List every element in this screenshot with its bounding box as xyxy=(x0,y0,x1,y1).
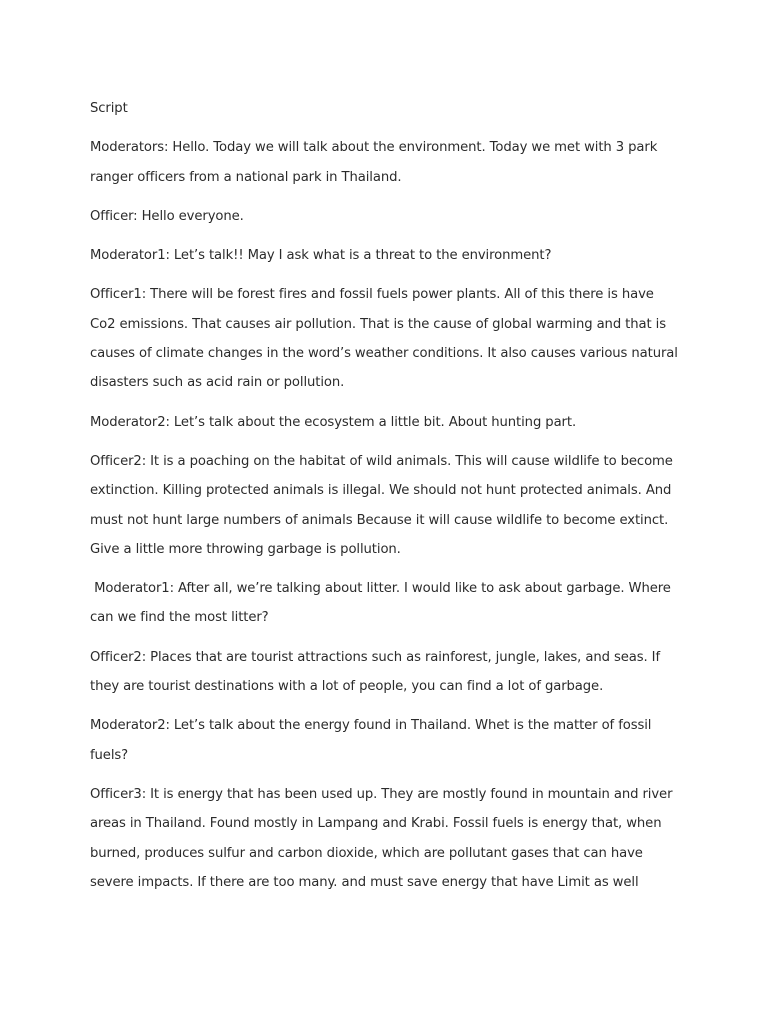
paragraph-moderator2-energy: Moderator2: Let’s talk about the energy found in Thailand. Whet is the matter of fossil fuels? xyxy=(90,718,652,763)
document-body xyxy=(90,94,680,907)
document-title: Script xyxy=(90,101,128,116)
paragraph-officer2-garbage: Officer2: Places that are tourist attractions such as rainforest, jungle, lakes, and seas. If they are tourist destinations with a lot of people, you can find a lot of garbage. xyxy=(90,649,660,695)
paragraph-moderator1-threat-question: Moderator1: Let’s talk!! May I ask what is a threat to the environment? xyxy=(90,248,552,264)
paragraph-officer-greeting: Officer: Hello everyone. xyxy=(90,208,244,224)
paragraph-officer3-fossil-fuels: Officer3: It is energy that has been used up. They are mostly found in mountain and river areas in Thailand. Found mostly in Lampang and Krabi. Fossil fuels is energy that, when burned, produces sulfur and carbon dioxide, which are pollutant gases that can have severe impacts. If there are too many. and must save energy that have Limit as well xyxy=(90,786,673,890)
paragraph-moderator1-litter: Moderator1: After all, we’re talking about litter. I would like to ask about garbage. Where can we find the most litter? xyxy=(90,581,675,626)
paragraph-officer2-poaching: Officer2: It is a poaching on the habitat of wild animals. This will cause wildlife to become extinction. Killing protected animals is illegal. We should not hunt protected animals. And must not hunt large numbers of animals Because it will cause wildlife to become extinct. Give a little more throwing garbage is pollution. xyxy=(90,453,673,557)
paragraph-officer1-answer: Officer1: There will be forest fires and fossil fuels power plants. All of this there is have Co2 emissions. That causes air pollution. That is the cause of global warming and that is causes of climate changes in the word’s weather conditions. It also causes various natural disasters such as acid rain or pollution. xyxy=(90,287,678,391)
paragraph-moderators-intro: Moderators: Hello. Today we will talk about the environment. Today we met with 3 park ranger officers from a national park in Thailand. xyxy=(90,140,658,185)
paragraph-moderator2-ecosystem: Moderator2: Let’s talk about the ecosystem a little bit. About hunting part. xyxy=(90,414,577,430)
